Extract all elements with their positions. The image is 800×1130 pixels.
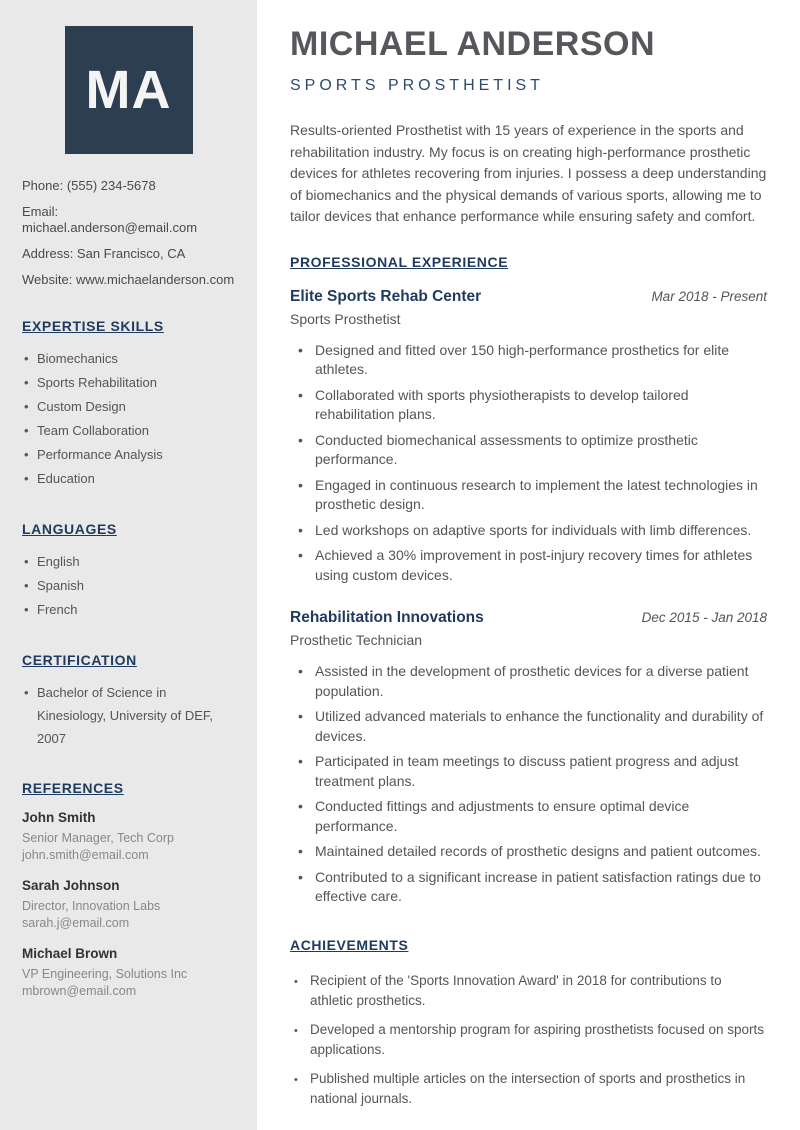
job-bullets [290, 341, 767, 586]
job-bullet: • Designed and fitted over 150 high-performance prosthetics for elite athletes. [298, 341, 767, 380]
skill-item: • Custom Design [22, 395, 235, 419]
references-heading: REFERENCES [22, 780, 124, 796]
main-content [257, 0, 800, 1130]
job-dates: Dec 2015 - Jan 2018 [641, 610, 767, 625]
skill-item: • Sports Rehabilitation [22, 371, 235, 395]
avatar [65, 26, 193, 154]
summary-paragraph: Results-oriented Prosthetist with 15 years of experience in the sports and rehabilitation industry. My focus is on creating high-performance prosthetic devices for athletes recovering from injuries. I possess a deep understanding of biomechanics and the physical demands of various sports, allowing me to tailor devices that enhance performance while ensuring safety and comfort. [290, 122, 767, 224]
job-bullets [290, 662, 767, 907]
reference-role: VP Engineering, Solutions Inc [22, 967, 188, 981]
job-dates: Mar 2018 - Present [651, 288, 767, 304]
languages-list [22, 550, 235, 622]
job-role: Sports Prosthetist [290, 310, 401, 327]
job-bullet: • Maintained detailed records of prosthetic designs and patient outcomes. [298, 842, 767, 862]
job-bullet: • Conducted biomechanical assessments to optimize prosthetic performance. [298, 431, 767, 470]
certification-list [22, 681, 235, 750]
certification-heading: CERTIFICATION [22, 652, 137, 668]
job-bullet: • Collaborated with sports physiotherapists to develop tailored rehabilitation plans. [298, 386, 767, 425]
job-bullet: • Conducted fittings and adjustments to ensure optimal device performance. [298, 797, 767, 836]
language-item: • English [22, 550, 235, 574]
job-company: Elite Sports Rehab Center [290, 287, 482, 305]
certification-item: • Bachelor of Science in Kinesiology, University of DEF, 2007 [22, 681, 235, 750]
job-entry [290, 609, 767, 907]
reference-role: Senior Manager, Tech Corp [22, 831, 174, 845]
job-company: Rehabilitation Innovations [290, 609, 484, 626]
achievements-list [290, 971, 767, 1109]
job-bullet: • Contributed to a significant increase in patient satisfaction ratings due to effective care. [298, 868, 767, 907]
reference-role: Director, Innovation Labs [22, 899, 161, 913]
skill-item: • Education [22, 467, 235, 491]
contact-info [22, 178, 235, 288]
language-item: • Spanish [22, 574, 235, 598]
reference-email: john.smith@email.com [22, 848, 149, 862]
reference-email: mbrown@email.com [22, 984, 137, 998]
contact-address: Address: San Francisco, CA [22, 246, 186, 261]
job-entry [290, 288, 767, 586]
expertise-skills-heading: EXPERTISE SKILLS [22, 318, 164, 334]
contact-website: Website: www.michaelanderson.com [22, 272, 235, 287]
reference-entry [22, 945, 235, 1000]
reference-name: John Smith [22, 810, 96, 825]
skill-item: • Biomechanics [22, 347, 235, 371]
job-bullet: • Utilized advanced materials to enhance the functionality and durability of devices. [298, 707, 767, 746]
job-role: Prosthetic Technician [290, 632, 423, 648]
reference-entry [22, 877, 235, 932]
candidate-title: SPORTS PROSTHETIST [290, 77, 544, 94]
expertise-skills-section [22, 318, 235, 491]
languages-section [22, 521, 235, 622]
achievements-heading: ACHIEVEMENTS [290, 936, 409, 953]
achievement-item: • Recipient of the 'Sports Innovation Award' in 2018 for contributions to athletic prosthetics. [294, 971, 767, 1011]
language-item: • French [22, 598, 235, 622]
reference-entry [22, 809, 235, 864]
job-bullet: • Assisted in the development of prosthetic devices for a diverse patient population. [298, 662, 767, 701]
achievements-section [290, 937, 767, 1109]
reference-email: sarah.j@email.com [22, 916, 130, 930]
candidate-name: MICHAEL ANDERSON [290, 25, 656, 63]
sidebar [0, 0, 257, 1130]
skills-list [22, 347, 235, 491]
job-bullet: • Achieved a 30% improvement in post-injury recovery times for athletes using custom devices. [298, 546, 767, 585]
avatar-initials: MA [85, 60, 172, 120]
job-bullet: • Participated in team meetings to discuss patient progress and adjust treatment plans. [298, 752, 767, 791]
skill-item: • Team Collaboration [22, 419, 235, 443]
achievement-item: • Developed a mentorship program for aspiring prosthetists focused on sports applications. [294, 1020, 767, 1060]
contact-email: Email: michael.anderson@email.com [22, 204, 198, 235]
skill-item: • Performance Analysis [22, 443, 235, 467]
job-header [290, 609, 767, 627]
job-bullet: • Led workshops on adaptive sports for individuals with limb differences. [298, 521, 767, 541]
achievement-item: • Published multiple articles on the intersection of sports and prosthetics in national journals. [294, 1069, 767, 1109]
reference-name: Sarah Johnson [22, 878, 120, 893]
experience-heading: PROFESSIONAL EXPERIENCE [290, 253, 509, 270]
job-bullet: • Engaged in continuous research to implement the latest technologies in prosthetic design. [298, 476, 767, 515]
contact-phone: Phone: (555) 234-5678 [22, 178, 156, 193]
job-header [290, 288, 767, 306]
certification-section [22, 652, 235, 750]
languages-heading: LANGUAGES [22, 521, 117, 537]
reference-name: Michael Brown [22, 946, 118, 961]
experience-section [290, 254, 767, 907]
references-section [22, 780, 235, 1000]
